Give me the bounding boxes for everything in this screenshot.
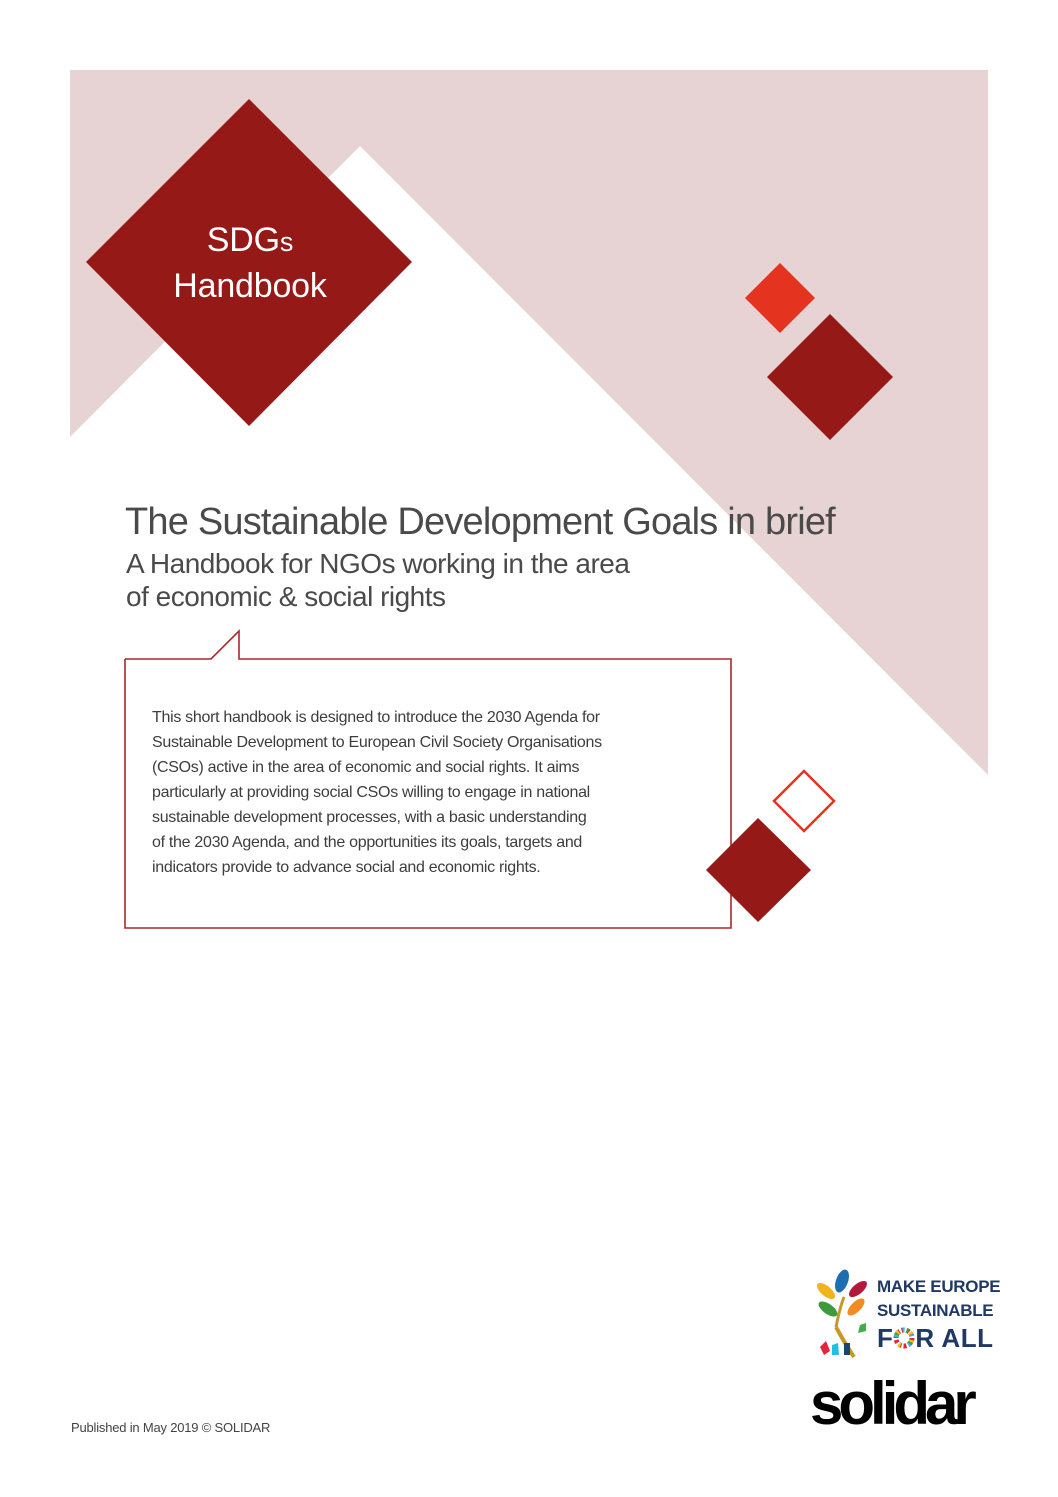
- callout-line: of the 2030 Agenda, and the opportunities its goals, targets and: [152, 834, 583, 851]
- campaign-line-2: SUSTAINABLE: [877, 1301, 994, 1320]
- callout-line: particularly at providing social CSOs willing to engage in national: [152, 784, 590, 801]
- badge-line-1-suffix: s: [279, 227, 294, 257]
- decor-diamond-callout: [706, 818, 811, 922]
- decor-diamond-outline: [774, 771, 834, 831]
- campaign-line-1: MAKE EUROPE: [877, 1277, 1001, 1296]
- callout-description: [152, 705, 712, 880]
- campaign-logo-text: [877, 1275, 1000, 1353]
- tree-leaves-icon: [814, 1267, 874, 1362]
- badge-line-1: SDG: [206, 221, 280, 259]
- callout-line: (CSOs) active in the area of economic and social rights. It aims: [152, 759, 580, 776]
- callout-line: Sustainable Development to European Civil Society Organisations: [152, 734, 602, 751]
- campaign-line-3-rest: R ALL: [915, 1323, 994, 1353]
- sdg-wheel-icon: [893, 1327, 915, 1349]
- solidar-logo: solidar: [810, 1370, 972, 1437]
- badge-line-2: Handbook: [173, 267, 327, 305]
- document-title: The Sustainable Development Goals in brief: [125, 501, 835, 543]
- callout-line: sustainable development processes, with a basic understanding: [152, 809, 587, 826]
- callout-line: indicators provide to advance social and economic rights.: [152, 859, 541, 876]
- callout-line: This short handbook is designed to introduce the 2030 Agenda for: [152, 709, 600, 726]
- subtitle-line: A Handbook for NGOs working in the area: [126, 548, 630, 579]
- campaign-line-3-f: F: [877, 1323, 894, 1353]
- subtitle-line: of economic & social rights: [126, 581, 446, 612]
- publication-note: Published in May 2019 © SOLIDAR: [71, 1420, 271, 1435]
